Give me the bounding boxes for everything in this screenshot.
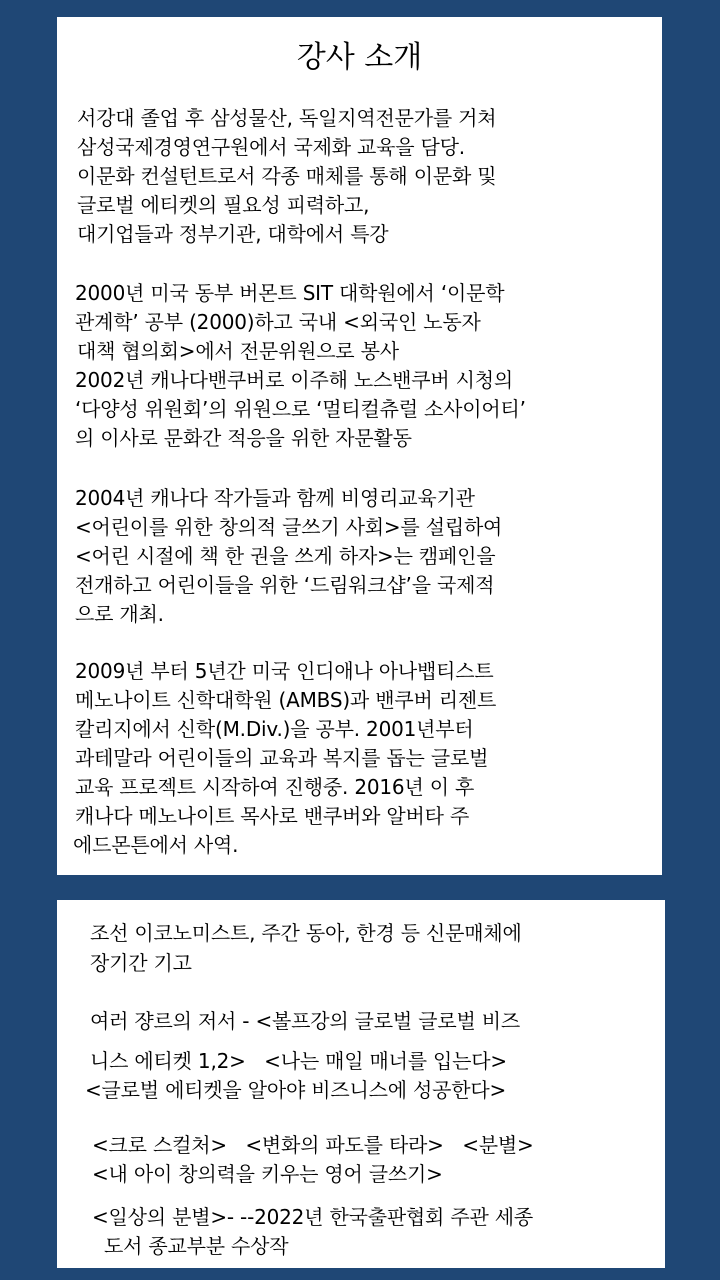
intro-line: <어린이를 위한 창의적 글쓰기 사회>를 설립하여 — [75, 515, 503, 539]
publications-line: 니스 에티켓 1,2> <나는 매일 매너를 입는다> — [90, 1049, 507, 1073]
publications-line: 장기간 기고 — [90, 951, 192, 975]
intro-line: 메노나이트 신학대학원 (AMBS)과 밴쿠버 리젠트 — [75, 688, 497, 712]
intro-line: 대책 협의회>에서 전문위원으로 봉사 — [77, 339, 399, 363]
intro-line: 캐나다 메노나이트 목사로 밴쿠버와 알버타 주 — [75, 804, 470, 828]
intro-line: 에드몬튼에서 사역. — [73, 833, 239, 857]
intro-line: <어린 시절에 책 한 권을 쓰게 하자>는 캠페인을 — [75, 544, 496, 568]
publications-line: 조선 이코노미스트, 주간 동아, 한경 등 신문매체에 — [90, 921, 522, 945]
intro-line: 2009년 부터 5년간 미국 인디애나 아나뱁티스트 — [75, 659, 494, 683]
intro-line: 글로벌 에티켓의 필요성 피력하고, — [77, 193, 370, 217]
intro-line: 과테말라 어린이들의 교육과 복지를 돕는 글로벌 — [75, 746, 489, 770]
publications-line: 도서 종교부분 수상작 — [104, 1234, 289, 1258]
intro-title: 강사 소개 — [296, 40, 423, 75]
intro-line: 전개하고 어린이들을 위한 ‘드림워크샵’을 국제적 — [75, 573, 495, 597]
publications-card — [57, 900, 665, 1268]
intro-line: 교육 프로젝트 시작하여 진행중. 2016년 이 후 — [75, 775, 475, 799]
intro-line: 의 이사로 문화간 적응을 위한 자문활동 — [75, 426, 412, 450]
publications-line: <크로 스컬처> <변화의 파도를 타라> <분별> — [92, 1133, 534, 1157]
intro-line: 2002년 캐나다밴쿠버로 이주해 노스밴쿠버 시청의 — [75, 368, 514, 392]
intro-line: ‘다양성 위원회’의 위원으로 ‘멀티컬츄럴 소사이어티’ — [75, 397, 526, 421]
intro-line: 삼성국제경영연구원에서 국제화 교육을 담당. — [77, 135, 465, 159]
intro-line: 대기업들과 정부기관, 대학에서 특강 — [77, 222, 389, 246]
intro-line: 2004년 캐나다 작가들과 함께 비영리교육기관 — [75, 486, 475, 510]
intro-line: 서강대 졸업 후 삼성물산, 독일지역전문가를 거쳐 — [77, 106, 497, 130]
intro-line: 이문화 컨설턴트로서 각종 매체를 통해 이문화 및 — [77, 164, 497, 188]
publications-line: 여러 쟝르의 저서 - <볼프강의 글로벌 글로벌 비즈 — [90, 1009, 520, 1033]
intro-line: 으로 개최. — [75, 602, 164, 626]
intro-line: 칼리지에서 신학(M.Div.)을 공부. 2001년부터 — [75, 717, 474, 741]
publications-line: <일상의 분별>- --2022년 한국출판협회 주관 세종 — [92, 1205, 533, 1229]
intro-line: 관계학’ 공부 (2000)하고 국내 <외국인 노동자 — [75, 310, 481, 334]
publications-line: <글로벌 에티켓을 알아야 비즈니스에 성공한다> — [85, 1078, 507, 1102]
publications-line: <내 아이 창의력을 키우는 영어 글쓰기> — [92, 1162, 443, 1186]
intro-card — [57, 17, 662, 875]
intro-line: 2000년 미국 동부 버몬트 SIT 대학원에서 ‘이문학 — [75, 281, 505, 305]
